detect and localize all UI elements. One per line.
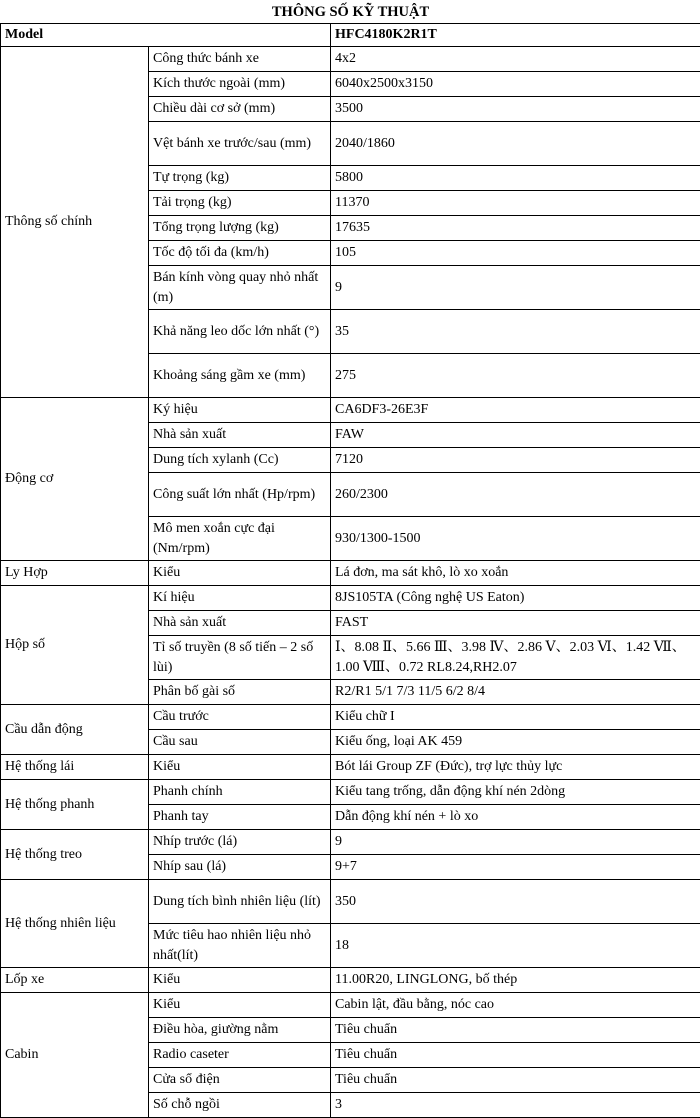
param-value: CA6DF3-26E3F — [331, 398, 700, 423]
param-label: Nhà sản xuất — [149, 423, 331, 448]
param-value: 11370 — [331, 191, 700, 216]
param-label: Công thức bánh xe — [149, 47, 331, 72]
group-label: Lốp xe — [1, 968, 149, 993]
spec-row — [1, 968, 700, 993]
param-value: 930/1300-1500 — [331, 517, 700, 561]
param-label: Điều hòa, giường nằm — [149, 1018, 331, 1043]
param-label: Kích thước ngoài (mm) — [149, 72, 331, 97]
param-label: Kiểu — [149, 561, 331, 586]
param-label: Tải trọng (kg) — [149, 191, 331, 216]
group-label: Cabin — [1, 993, 149, 1118]
param-label: Khoảng sáng gầm xe (mm) — [149, 354, 331, 398]
group-label: Hộp số — [1, 586, 149, 705]
param-value: 275 — [331, 354, 700, 398]
param-value: 6040x2500x3150 — [331, 72, 700, 97]
param-value: 18 — [331, 924, 700, 968]
group-label: Ly Hợp — [1, 561, 149, 586]
param-label: Tổng trọng lượng (kg) — [149, 216, 331, 241]
param-label: Dung tích xylanh (Cc) — [149, 448, 331, 473]
spec-row — [1, 705, 700, 730]
param-value: Cabin lật, đầu bằng, nóc cao — [331, 993, 700, 1018]
param-label: Số chỗ ngồi — [149, 1093, 331, 1118]
param-value: 105 — [331, 241, 700, 266]
param-value: 2040/1860 — [331, 122, 700, 166]
param-value: 35 — [331, 310, 700, 354]
param-label: Nhíp trước (lá) — [149, 830, 331, 855]
param-value: 260/2300 — [331, 473, 700, 517]
model-row — [1, 24, 700, 47]
param-label: Nhà sản xuất — [149, 611, 331, 636]
group-label: Hệ thống lái — [1, 755, 149, 780]
param-label: Khả năng leo dốc lớn nhất (°) — [149, 310, 331, 354]
param-label: Mô men xoắn cực đại (Nm/rpm) — [149, 517, 331, 561]
param-value: Tiêu chuẩn — [331, 1068, 700, 1093]
spec-row — [1, 830, 700, 855]
param-label: Cầu sau — [149, 730, 331, 755]
model-label: Model — [1, 24, 331, 47]
param-label: Tốc độ tối đa (km/h) — [149, 241, 331, 266]
title-row — [1, 0, 700, 24]
param-value: 17635 — [331, 216, 700, 241]
param-value: Bót lái Group ZF (Đức), trợ lực thủy lực — [331, 755, 700, 780]
param-value: 3 — [331, 1093, 700, 1118]
param-value: Tiêu chuẩn — [331, 1043, 700, 1068]
param-value: 350 — [331, 880, 700, 924]
param-label: Tỉ số truyền (8 số tiến – 2 số lùi) — [149, 636, 331, 680]
param-value: 3500 — [331, 97, 700, 122]
param-value: R2/R1 5/1 7/3 11/5 6/2 8/4 — [331, 680, 700, 705]
param-value: 5800 — [331, 166, 700, 191]
param-value: Dẫn động khí nén + lò xo — [331, 805, 700, 830]
param-label: Kiểu — [149, 968, 331, 993]
group-label: Thông số chính — [1, 47, 149, 398]
model-value: HFC4180K2R1T — [331, 24, 700, 47]
param-label: Tự trọng (kg) — [149, 166, 331, 191]
param-value: FAST — [331, 611, 700, 636]
param-value: Lá đơn, ma sát khô, lò xo xoắn — [331, 561, 700, 586]
group-label: Hệ thống treo — [1, 830, 149, 880]
spec-row — [1, 755, 700, 780]
param-value: Kiểu chữ I — [331, 705, 700, 730]
spec-row — [1, 398, 700, 423]
param-label: Kí hiệu — [149, 586, 331, 611]
param-value: 7120 — [331, 448, 700, 473]
param-label: Nhíp sau (lá) — [149, 855, 331, 880]
spec-row — [1, 47, 700, 72]
param-value: Kiểu tang trống, dẫn động khí nén 2dòng — [331, 780, 700, 805]
param-label: Ký hiệu — [149, 398, 331, 423]
spec-row — [1, 586, 700, 611]
group-label: Cầu dẫn động — [1, 705, 149, 755]
param-value: 4x2 — [331, 47, 700, 72]
group-label: Hệ thống nhiên liệu — [1, 880, 149, 968]
param-label: Dung tích bình nhiên liệu (lít) — [149, 880, 331, 924]
param-label: Phanh chính — [149, 780, 331, 805]
group-label: Động cơ — [1, 398, 149, 561]
param-value: 11.00R20, LINGLONG, bố thép — [331, 968, 700, 993]
param-label: Mức tiêu hao nhiên liệu nhỏ nhất(lít) — [149, 924, 331, 968]
group-label: Hệ thống phanh — [1, 780, 149, 830]
param-value: 9 — [331, 830, 700, 855]
param-value: Tiêu chuẩn — [331, 1018, 700, 1043]
page-title: THÔNG SỐ KỸ THUẬT — [1, 0, 700, 24]
param-label: Vệt bánh xe trước/sau (mm) — [149, 122, 331, 166]
param-value: 9+7 — [331, 855, 700, 880]
param-label: Phanh tay — [149, 805, 331, 830]
param-label: Công suất lớn nhất (Hp/rpm) — [149, 473, 331, 517]
param-label: Cầu trước — [149, 705, 331, 730]
param-label: Kiểu — [149, 993, 331, 1018]
param-value: FAW — [331, 423, 700, 448]
spec-row — [1, 561, 700, 586]
spec-row — [1, 993, 700, 1018]
param-value: Kiểu ống, loại AK 459 — [331, 730, 700, 755]
spec-row — [1, 780, 700, 805]
param-value: 8JS105TA (Công nghệ US Eaton) — [331, 586, 700, 611]
param-value: Ⅰ、8.08 Ⅱ、5.66 Ⅲ、3.98 Ⅳ、2.86 Ⅴ、2.03 Ⅵ、1.42 Ⅶ、1.00 Ⅷ、0.72 RL8.24,RH2.07 — [331, 636, 700, 680]
param-label: Phân bố gài số — [149, 680, 331, 705]
param-label: Kiểu — [149, 755, 331, 780]
param-label: Radio caseter — [149, 1043, 331, 1068]
spec-row — [1, 880, 700, 924]
param-value: 9 — [331, 266, 700, 310]
param-label: Chiều dài cơ sở (mm) — [149, 97, 331, 122]
param-label: Bán kính vòng quay nhỏ nhất (m) — [149, 266, 331, 310]
param-label: Cửa sổ điện — [149, 1068, 331, 1093]
